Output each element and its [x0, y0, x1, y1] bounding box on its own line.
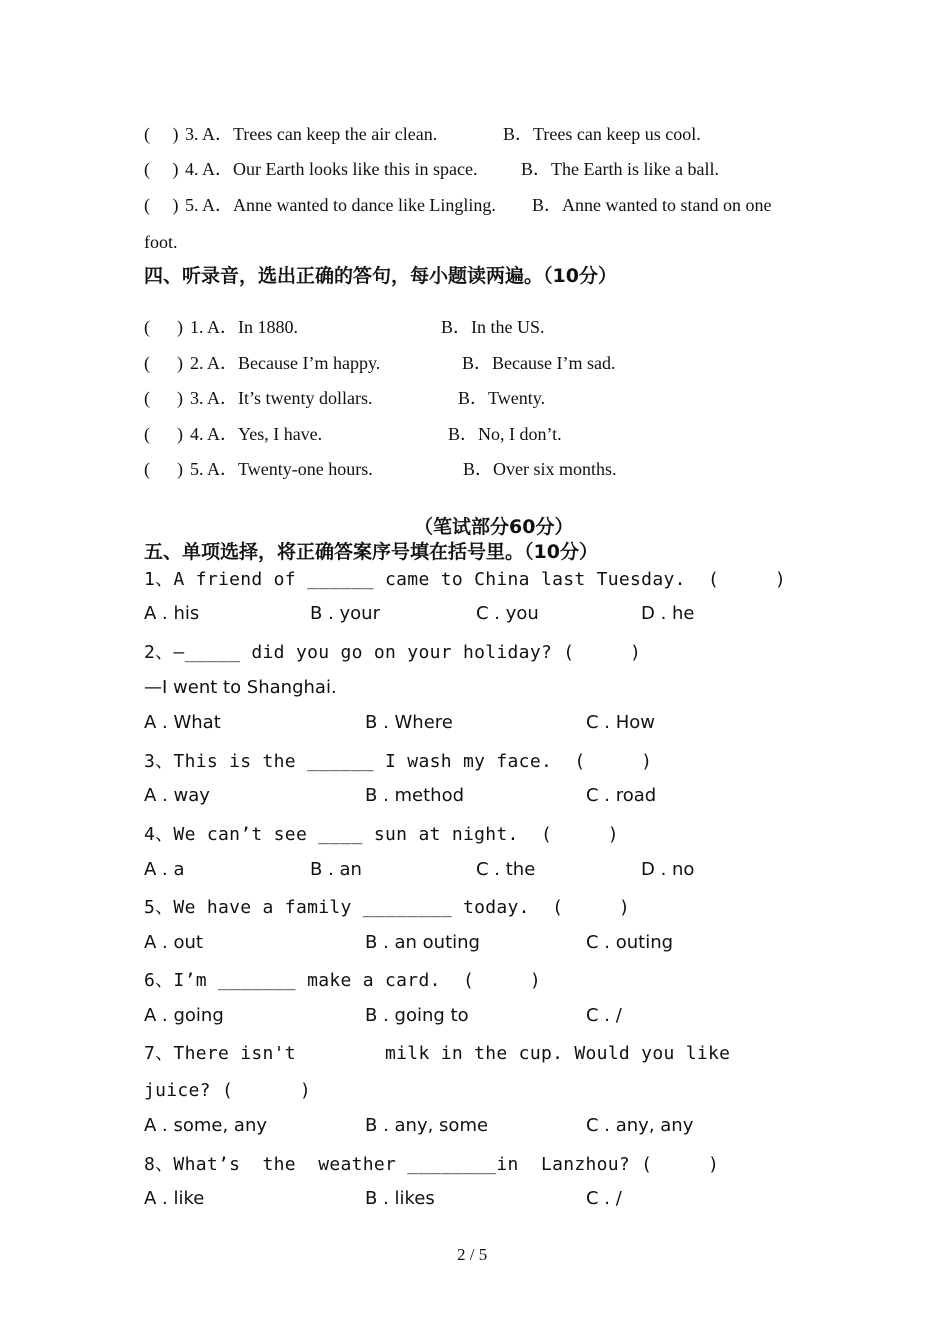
option-a[interactable]: A . like	[144, 1188, 205, 1209]
option-d[interactable]: D . he	[641, 603, 695, 624]
option-a[interactable]: A . his	[144, 603, 200, 624]
option-b: B．Because I’m sad.	[462, 353, 616, 373]
option-a: 3. A．It’s twenty dollars.	[190, 388, 373, 408]
question-4-stem: 4、We can’t see ____ sun at night. ( )	[144, 824, 619, 845]
question-5-stem: 5、We have a family ________ today. ( )	[144, 897, 631, 918]
option-b[interactable]: B . method	[365, 785, 465, 806]
answer-bracket[interactable]: ( )	[144, 388, 183, 408]
option-a[interactable]: A . What	[144, 712, 221, 733]
option-b: B．In the US.	[441, 317, 545, 337]
section-5-heading: 五、单项选择，将正确答案序号填在括号里。（10分）	[144, 541, 598, 563]
option-c[interactable]: C . road	[586, 785, 657, 806]
written-part-title: （笔试部分60分）	[414, 516, 574, 538]
option-a: 5. A．Anne wanted to dance like Lingling.	[185, 195, 496, 215]
option-b[interactable]: B . going to	[365, 1005, 469, 1026]
option-b[interactable]: B . an outing	[365, 932, 480, 953]
question-1-stem: 1、A friend of ______ came to China last Tuesday. ( )	[144, 569, 786, 590]
option-b: B．No, I don’t.	[448, 424, 562, 444]
option-d[interactable]: D . no	[641, 859, 695, 880]
question-2-stem: 2、—_____ did you go on your holiday? ( )	[144, 642, 642, 663]
option-c[interactable]: C . How	[586, 712, 656, 733]
answer-bracket[interactable]: ( )	[144, 459, 183, 479]
option-a: 2. A．Because I’m happy.	[190, 353, 381, 373]
answer-bracket[interactable]: ( )	[144, 195, 179, 215]
option-b[interactable]: B . an	[310, 859, 362, 880]
option-a: 1. A．In 1880.	[190, 317, 298, 337]
option-a: 4. A．Yes, I have.	[190, 424, 323, 444]
page-number: 2 / 5	[457, 1245, 488, 1264]
option-a[interactable]: A . going	[144, 1005, 224, 1026]
option-b[interactable]: B . any, some	[365, 1115, 489, 1136]
option-c[interactable]: C . /	[586, 1005, 622, 1026]
option-a: 3. A．Trees can keep the air clean.	[185, 124, 438, 144]
option-b[interactable]: B . your	[310, 603, 380, 624]
section-4-heading: 四、听录音，选出正确的答句，每小题读两遍。（10分）	[144, 265, 617, 287]
option-b-wrap: foot.	[144, 232, 178, 252]
answer-bracket[interactable]: ( )	[144, 424, 183, 444]
option-b: B．Over six months.	[463, 459, 617, 479]
question-3-stem: 3、This is the ______ I wash my face. ( )	[144, 751, 653, 772]
answer-bracket[interactable]: ( )	[144, 124, 179, 144]
answer-bracket[interactable]: ( )	[144, 353, 183, 373]
option-c[interactable]: C . any, any	[586, 1115, 694, 1136]
question-6-stem: 6、I’m _______ make a card. ( )	[144, 970, 541, 991]
option-c[interactable]: C . /	[586, 1188, 622, 1209]
question-2-reply: —I went to Shanghai.	[144, 677, 337, 698]
option-a: 4. A．Our Earth looks like this in space.	[185, 159, 478, 179]
option-b: B．The Earth is like a ball.	[521, 159, 719, 179]
option-b[interactable]: B . likes	[365, 1188, 435, 1209]
option-b[interactable]: B . Where	[365, 712, 453, 733]
option-c[interactable]: C . you	[476, 603, 539, 624]
option-a: 5. A．Twenty-one hours.	[190, 459, 373, 479]
answer-bracket[interactable]: ( )	[144, 159, 179, 179]
option-c[interactable]: C . outing	[586, 932, 674, 953]
option-a[interactable]: A . a	[144, 859, 185, 880]
question-7-stem: 7、There isn't milk in the cup. Would you like	[144, 1043, 731, 1064]
option-b: B．Anne wanted to stand on one	[532, 195, 772, 215]
option-c[interactable]: C . the	[476, 859, 536, 880]
question-7-stem-wrap: juice? ( )	[144, 1080, 312, 1101]
question-8-stem: 8、What’s the weather ________in Lanzhou? ( )	[144, 1154, 720, 1175]
option-a[interactable]: A . some, any	[144, 1115, 268, 1136]
answer-bracket[interactable]: ( )	[144, 317, 183, 337]
option-a[interactable]: A . way	[144, 785, 210, 806]
option-b: B．Trees can keep us cool.	[503, 124, 701, 144]
option-b: B．Twenty.	[458, 388, 546, 408]
option-a[interactable]: A . out	[144, 932, 203, 953]
